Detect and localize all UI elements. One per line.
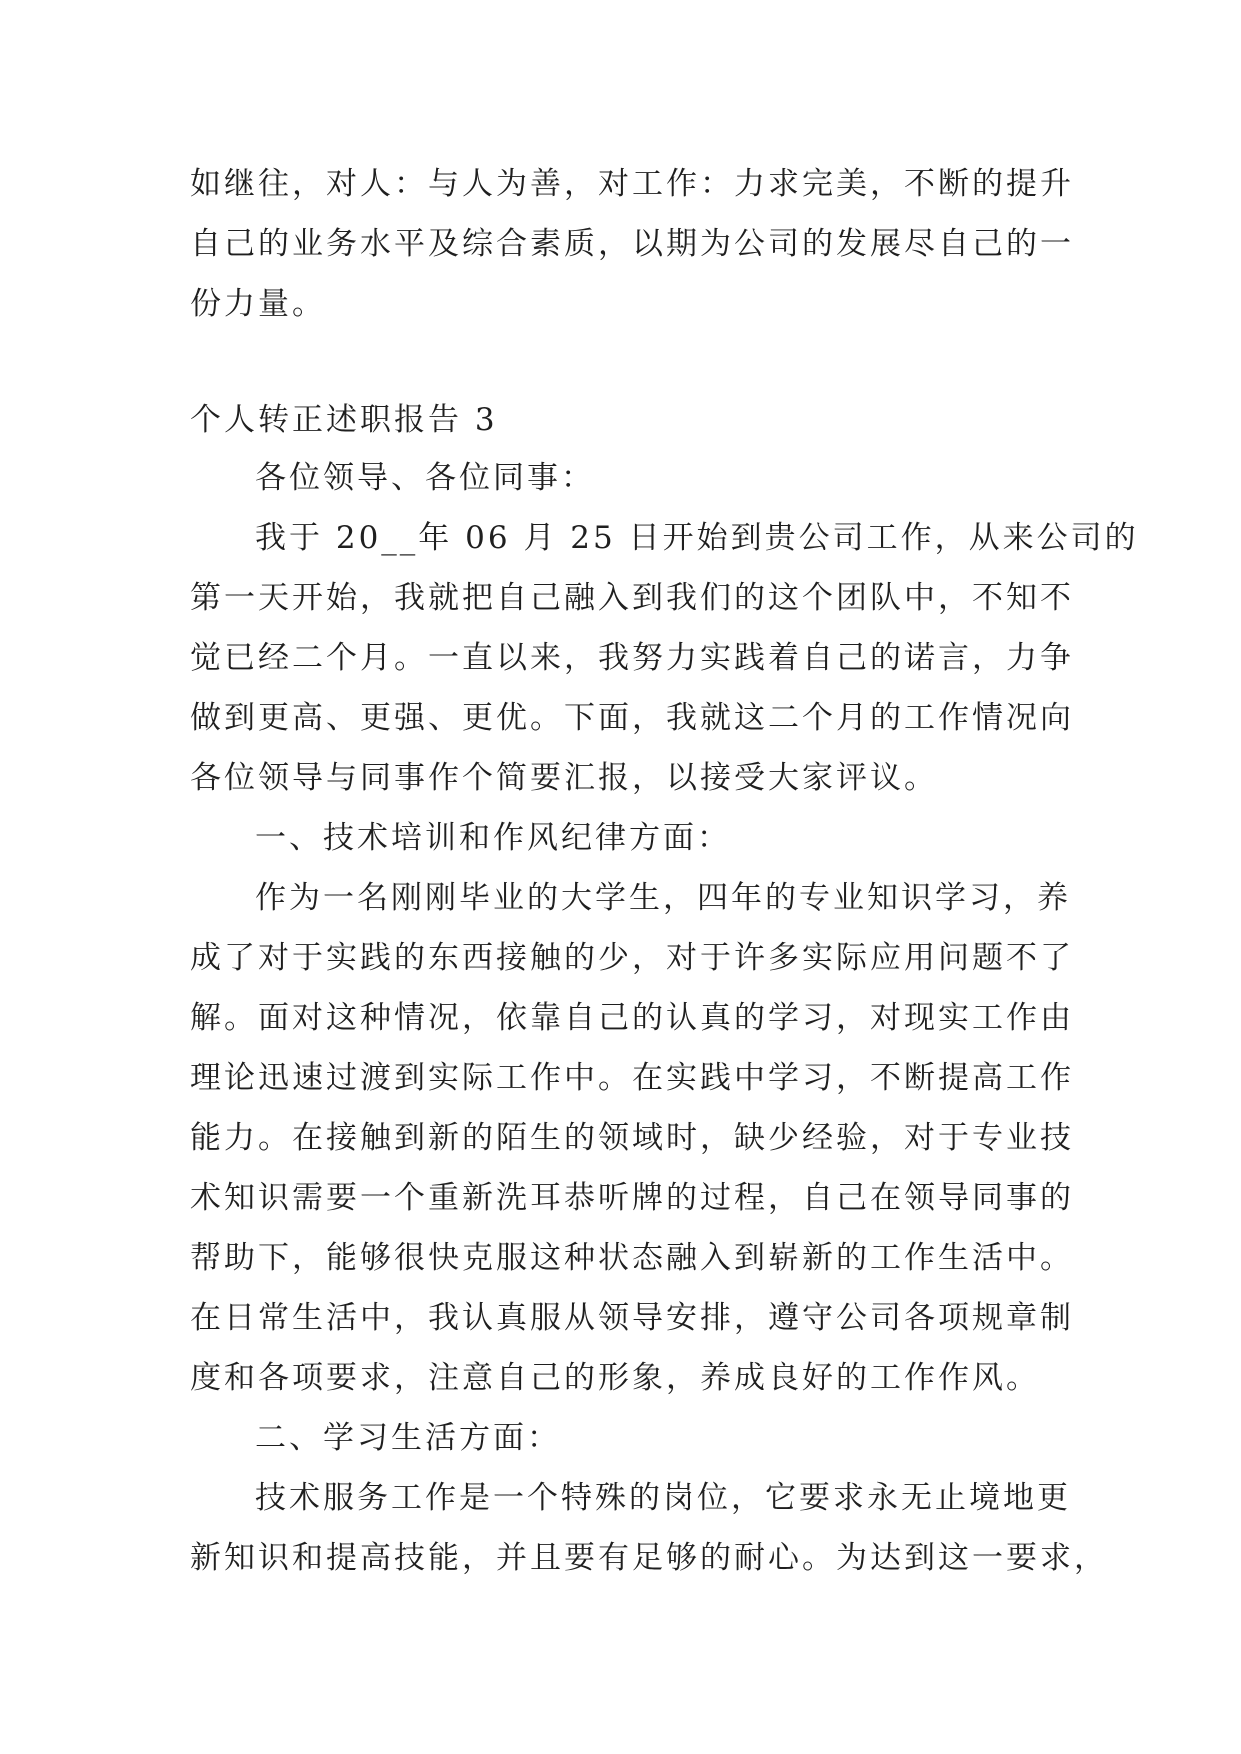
paragraph-1-line-4: 做到更高、更强、更优。下面，我就这二个月的工作情况向 — [190, 700, 1074, 736]
salutation: 各位领导、各位同事： — [255, 460, 595, 496]
paragraph-1-line-1: 我于 20__年 06 月 25 日开始到贵公司工作，从来公司的 — [255, 520, 1139, 556]
paragraph-1-line-2: 第一天开始，我就把自己融入到我们的这个团队中，不知不 — [190, 580, 1074, 616]
paragraph-2-line-2: 成了对于实践的东西接触的少，对于许多实际应用问题不了 — [190, 940, 1074, 976]
heading-2: 二、学习生活方面： — [255, 1420, 561, 1456]
paragraph-2-line-3: 解。面对这种情况，依靠自己的认真的学习，对现实工作由 — [190, 1000, 1074, 1036]
paragraph-2-line-9: 度和各项要求，注意自己的形象，养成良好的工作作风。 — [190, 1360, 1040, 1396]
paragraph-2-line-5: 能力。在接触到新的陌生的领域时，缺少经验，对于专业技 — [190, 1120, 1074, 1156]
paragraph-1-line-5: 各位领导与同事作个简要汇报，以接受大家评议。 — [190, 760, 938, 796]
intro-line-1: 如继往，对人：与人为善，对工作：力求完美，不断的提升 — [190, 166, 1074, 202]
paragraph-3-line-2: 新知识和提高技能，并且要有足够的耐心。为达到这一要求， — [190, 1540, 1108, 1576]
paragraph-1-line-3: 觉已经二个月。一直以来，我努力实践着自己的诺言，力争 — [190, 640, 1074, 676]
paragraph-2-line-8: 在日常生活中，我认真服从领导安排，遵守公司各项规章制 — [190, 1300, 1074, 1336]
section-title: 个人转正述职报告 3 — [190, 402, 498, 438]
paragraph-2-line-7: 帮助下，能够很快克服这种状态融入到崭新的工作生活中。 — [190, 1240, 1074, 1276]
intro-line-2: 自己的业务水平及综合素质，以期为公司的发展尽自己的一 — [190, 226, 1074, 262]
intro-line-3: 份力量。 — [190, 286, 326, 322]
paragraph-2-line-1: 作为一名刚刚毕业的大学生，四年的专业知识学习，养 — [255, 880, 1071, 916]
paragraph-3-line-1: 技术服务工作是一个特殊的岗位，它要求永无止境地更 — [255, 1480, 1071, 1516]
paragraph-2-line-6: 术知识需要一个重新洗耳恭听牌的过程，自己在领导同事的 — [190, 1180, 1074, 1216]
paragraph-2-line-4: 理论迅速过渡到实际工作中。在实践中学习，不断提高工作 — [190, 1060, 1074, 1096]
heading-1: 一、技术培训和作风纪律方面： — [255, 820, 731, 856]
